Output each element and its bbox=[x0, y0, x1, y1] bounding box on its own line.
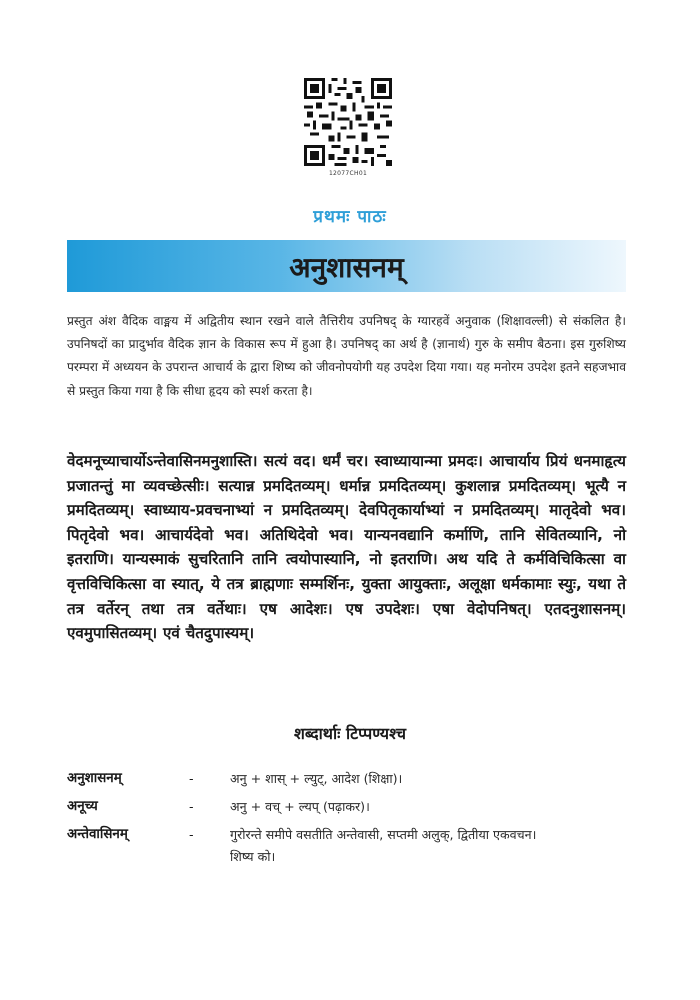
qr-code-block bbox=[302, 78, 394, 177]
title-banner bbox=[67, 240, 626, 292]
page-title: अनुशासनम् bbox=[289, 251, 404, 284]
glossary-definition: गुरोरन्ते समीपे वसतीति अन्तेवासी, सप्तमी अलुक्, द्वितीया एकवचन। शिष्य को। bbox=[230, 827, 537, 864]
intro-paragraph: प्रस्तुत अंश वैदिक वाङ्मय में अद्वितीय स्थान रखने वाले तैत्तिरीय उपनिषद् के ग्यारहवें अनुवाक (शिक्षावल्ली) से संकलित है। उपनिषदों का प्रादुर्भाव वैदिक ज्ञान के विकास रूप में हुआ है। उपनिषद् का अर्थ है (ज्ञानार्थ) गुरु के समीप बैठना। इस गुरुशिष्य परम्परा में अध्ययन के उपरान्त आचार्य के द्वारा शिष्य को जीवनोपयोगी यह उपदेश दिया गया। यह मनोरम उपदेश इतने सहजभाव से प्रस्तुत किया गया है कि सीधा हृदय को स्पर्श करता है। bbox=[67, 314, 626, 398]
glossary-heading: शब्दार्थाः टिप्पण्यश्च bbox=[293, 724, 407, 743]
glossary-definition: अनु + वच् + ल्यप् (पढ़ाकर)। bbox=[230, 799, 370, 814]
glossary-definition: अनु + शास् + ल्युट्, आदेश (शिक्षा)। bbox=[230, 771, 403, 786]
sanskrit-text: वेदमनूच्याचार्योऽन्तेवासिनमनुशास्ति। सत्यं वद। धर्मं चर। स्वाध्यायान्मा प्रमदः। आचार्याय प्रियं धनमाहृत्य प्रजातन्तुं मा व्यवच्छेत्सीः। सत्यान्न प्रमदितव्यम्। धर्मान्न प्रमदितव्यम्। कुशलान्न प्रमदितव्यम्। भूत्यै न प्रमदितव्यम्। स्वाध्याय-प्रवचनाभ्यां न प्रमदितव्यम्। देवपितृकार्याभ्यां न प्रमदितव्यम्। मातृदेवो भव। पितृदेवो भव। आचार्यदेवो भव। अतिथिदेवो भव। यान्यनवद्यानि कर्माणि, तानि सेवितव्यानि, नो इतराणि। यान्यस्माकं सुचरितानि तानि त्वयोपास्यानि, नो इतराणि। अथ यदि ते कर्मविचिकित्सा वा वृत्तविचिकित्सा वा स्यात्, ये तत्र ब्राह्मणाः सम्मर्शिनः, युक्ता आयुक्ताः, अलूक्षा धर्मकामाः स्युः, यथा ते तत्र वर्तेरन् तथा तत्र वर्तेथाः। एष आदेशः। एष उपदेशः। एषा वेदोपनिषत्। एतदनुशासनम्। एवमुपासितव्यम्। एवं चैतदुपास्यम्। bbox=[67, 452, 626, 643]
glossary-term: अनूच्य bbox=[67, 799, 98, 814]
qr-code-image bbox=[304, 78, 392, 166]
glossary-term: अनुशासनम् bbox=[67, 771, 122, 786]
qr-code-label: 12077CH01 bbox=[328, 170, 368, 177]
glossary-term: अन्तेवासिनम् bbox=[67, 827, 128, 842]
lesson-number: प्रथमः पाठः bbox=[313, 207, 387, 227]
glossary-dash: - bbox=[189, 771, 194, 786]
glossary-dash: - bbox=[189, 827, 194, 842]
glossary-dash: - bbox=[189, 799, 194, 814]
